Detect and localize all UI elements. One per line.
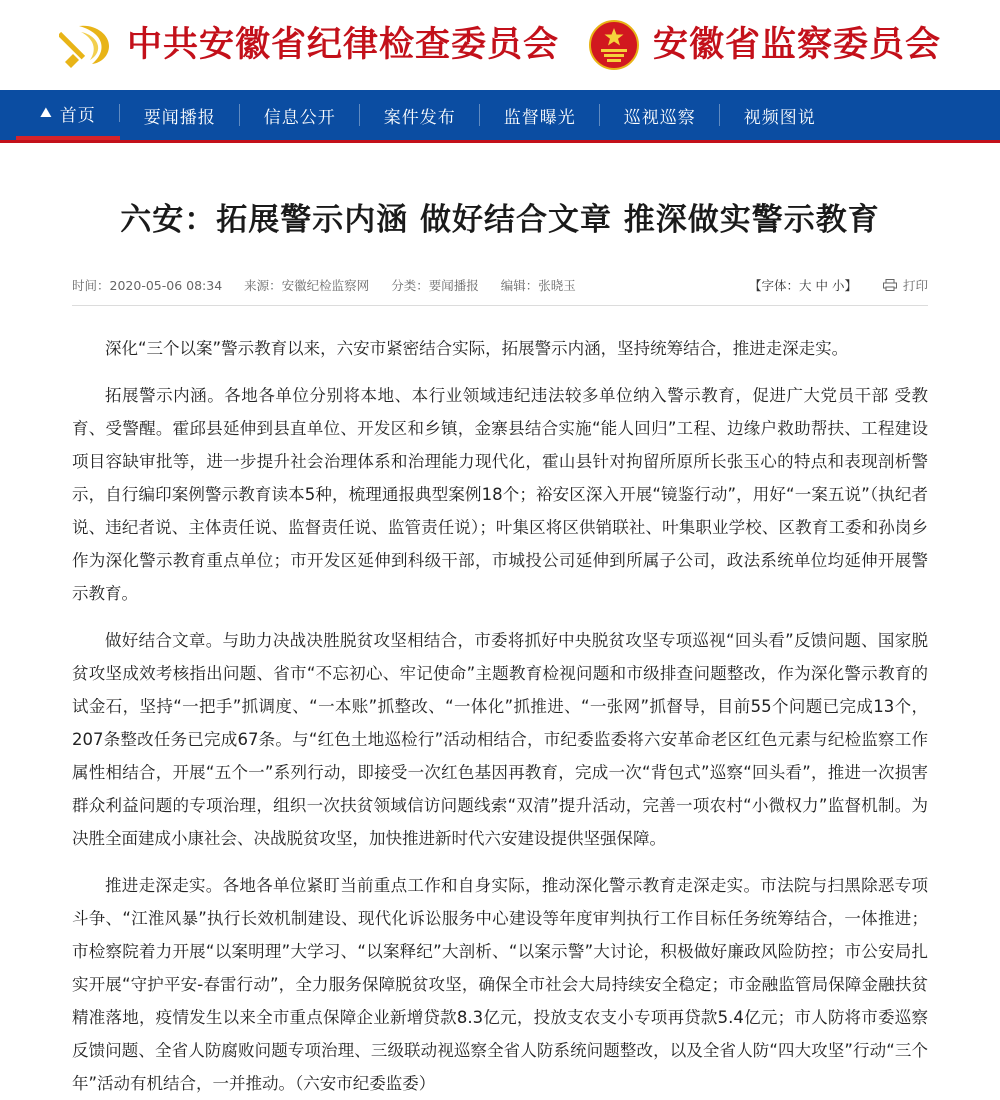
article-meta-right [749,276,928,294]
print-button[interactable] [883,276,928,294]
article-meta-left [72,276,749,294]
meta-editor-label: 编辑： [500,278,539,294]
org-title-gov: 安徽省监察委员会 [653,24,942,65]
meta-time-label: 时间： [72,278,110,294]
home-icon: ⛰ [40,105,53,121]
font-size-switcher[interactable]: 【字体：大 中 小】 [749,278,857,294]
site-header [0,0,1000,90]
org-block-gov [585,16,941,74]
meta-source-label: 来源： [244,278,282,294]
nav-item-label: 要闻播报 [143,107,216,128]
article-meta-bar [72,276,928,306]
article-container [0,143,1000,1100]
nav-item-video[interactable] [720,90,840,140]
national-emblem-icon [585,16,643,74]
cpc-emblem-icon [59,16,117,74]
nav-item-label: 视频图说 [743,107,816,128]
meta-time [72,276,222,294]
nav-item-label: 信息公开 [263,107,336,128]
nav-item-disclosure[interactable] [240,90,360,140]
meta-category-label: 分类： [391,278,429,294]
printer-icon [883,279,897,291]
article-paragraph: 深化“三个以案”警示教育以来，六安市紧密结合实际，拓展警示内涵，坚持统筹结合，推进走深走实。 [105,339,849,359]
meta-editor [501,276,576,294]
print-label: 打印 [902,278,928,294]
meta-editor-value: 张晓玉 [538,278,576,294]
nav-item-news[interactable] [120,90,240,140]
nav-item-home[interactable] [16,90,120,140]
meta-source [244,276,369,294]
main-navigation [0,90,1000,140]
nav-item-cases[interactable] [360,90,480,140]
nav-item-label: 巡视巡察 [623,107,696,128]
meta-category-value: 要闻播报 [428,278,479,294]
nav-item-supervision-exposure[interactable] [480,90,600,140]
nav-item-label: 案件发布 [383,107,456,128]
article-paragraph: 推进走深走实。各地各单位紧盯当前重点工作和自身实际，推动深化警示教育走深走实。市法院与扫黑除恶专项斗争、“江淮风暴”执行长效机制建设、现代化诉讼服务中心建设等年度审判执行工作目标任务统筹结合，一体推进；市检察院着力开展“以案明理”大学习、“以案释纪”大剖析、“以案示警”大讨论，积极做好廉政风险防控；市公安局扎实开展“守护平安-春雷行动”，全力服务保障脱贫攻坚，确保全市社会大局持续安全稳定；市金融监管局保障金融扶贫精准落地，疫情发生以来全市重点保障企业新增贷款8.3亿元，投放支农支小专项再贷款5.4亿元；市人防将市委巡察反馈问题、全省人防腐败问题专项治理、三级联动视巡察全省人防系统问题整改，以及全省人防“四大攻坚”行动“三个年”活动有机结合，一并推动。（六安市纪委监委） [72,876,928,1094]
org-block-cpc [59,16,559,74]
nav-item-label: 监督曝光 [503,107,576,128]
article-body [72,306,928,1100]
page-title: 六安：拓展警示内涵 做好结合文章 推深做实警示教育 [120,202,880,238]
nav-item-inspection[interactable] [600,90,720,140]
article-paragraph: 做好结合文章。与助力决战决胜脱贫攻坚相结合，市委将抓好中央脱贫攻坚专项巡视“回头看”反馈问题、国家脱贫攻坚成效考核指出问题、省市“不忘初心、牢记使命”主题教育检视问题和市级排查问题整改，作为深化警示教育的试金石，坚持“一把手”抓调度、“一本账”抓整改、“一体化”抓推进、“一张网”抓督导，目前55个问题已完成13个，207条整改任务已完成67条。与“红色土地巡检行”活动相结合，市纪委监委将六安革命老区红色元素与纪检监察工作属性相结合，开展“五个一”系列行动，即接受一次红色基因再教育，完成一次“背包式”巡察“回头看”，推进一次损害群众利益问题的专项治理，组织一次扶贫领域信访问题线索“双清”提升活动，完善一项农村“小微权力”监督机制。为决胜全面建成小康社会、决战脱贫攻坚，加快推进新时代六安建设提供坚强保障。 [72,631,928,849]
nav-item-label: 首页 [59,105,96,126]
meta-source-value: 安徽纪检监察网 [281,278,370,294]
meta-category [391,276,479,294]
article-paragraph: 拓展警示内涵。各地各单位分别将本地、本行业领域违纪违法较多单位纳入警示教育，促进广大党员干部 受教育、受警醒。霍邱县延伸到县直单位、开发区和乡镇，金寨县结合实施“能人回归”工程、边缘户救助帮扶、工程建设项目容缺审批等，进一步提升社会治理体系和治理能力现代化，霍山县针对拘留所原所长张玉心的特点和表现剖析警示，自行编印案例警示教育读本5种，梳理通报典型案例18个；裕安区深入开展“镜鉴行动”，用好“一案五说”（执纪者说、违纪者说、主体责任说、监督责任说、监管责任说）；叶集区将区供销联社、叶集职业学校、区教育工委和孙岗乡作为深化警示教育重点单位；市开发区延伸到科级干部，市城投公司延伸到所属子公司，政法系统单位均延伸开展警示教育。 [72,386,928,604]
org-title-cpc: 中共安徽省纪律检查委员会 [126,24,559,65]
meta-time-value: 2020-05-06 08:34 [109,278,223,294]
